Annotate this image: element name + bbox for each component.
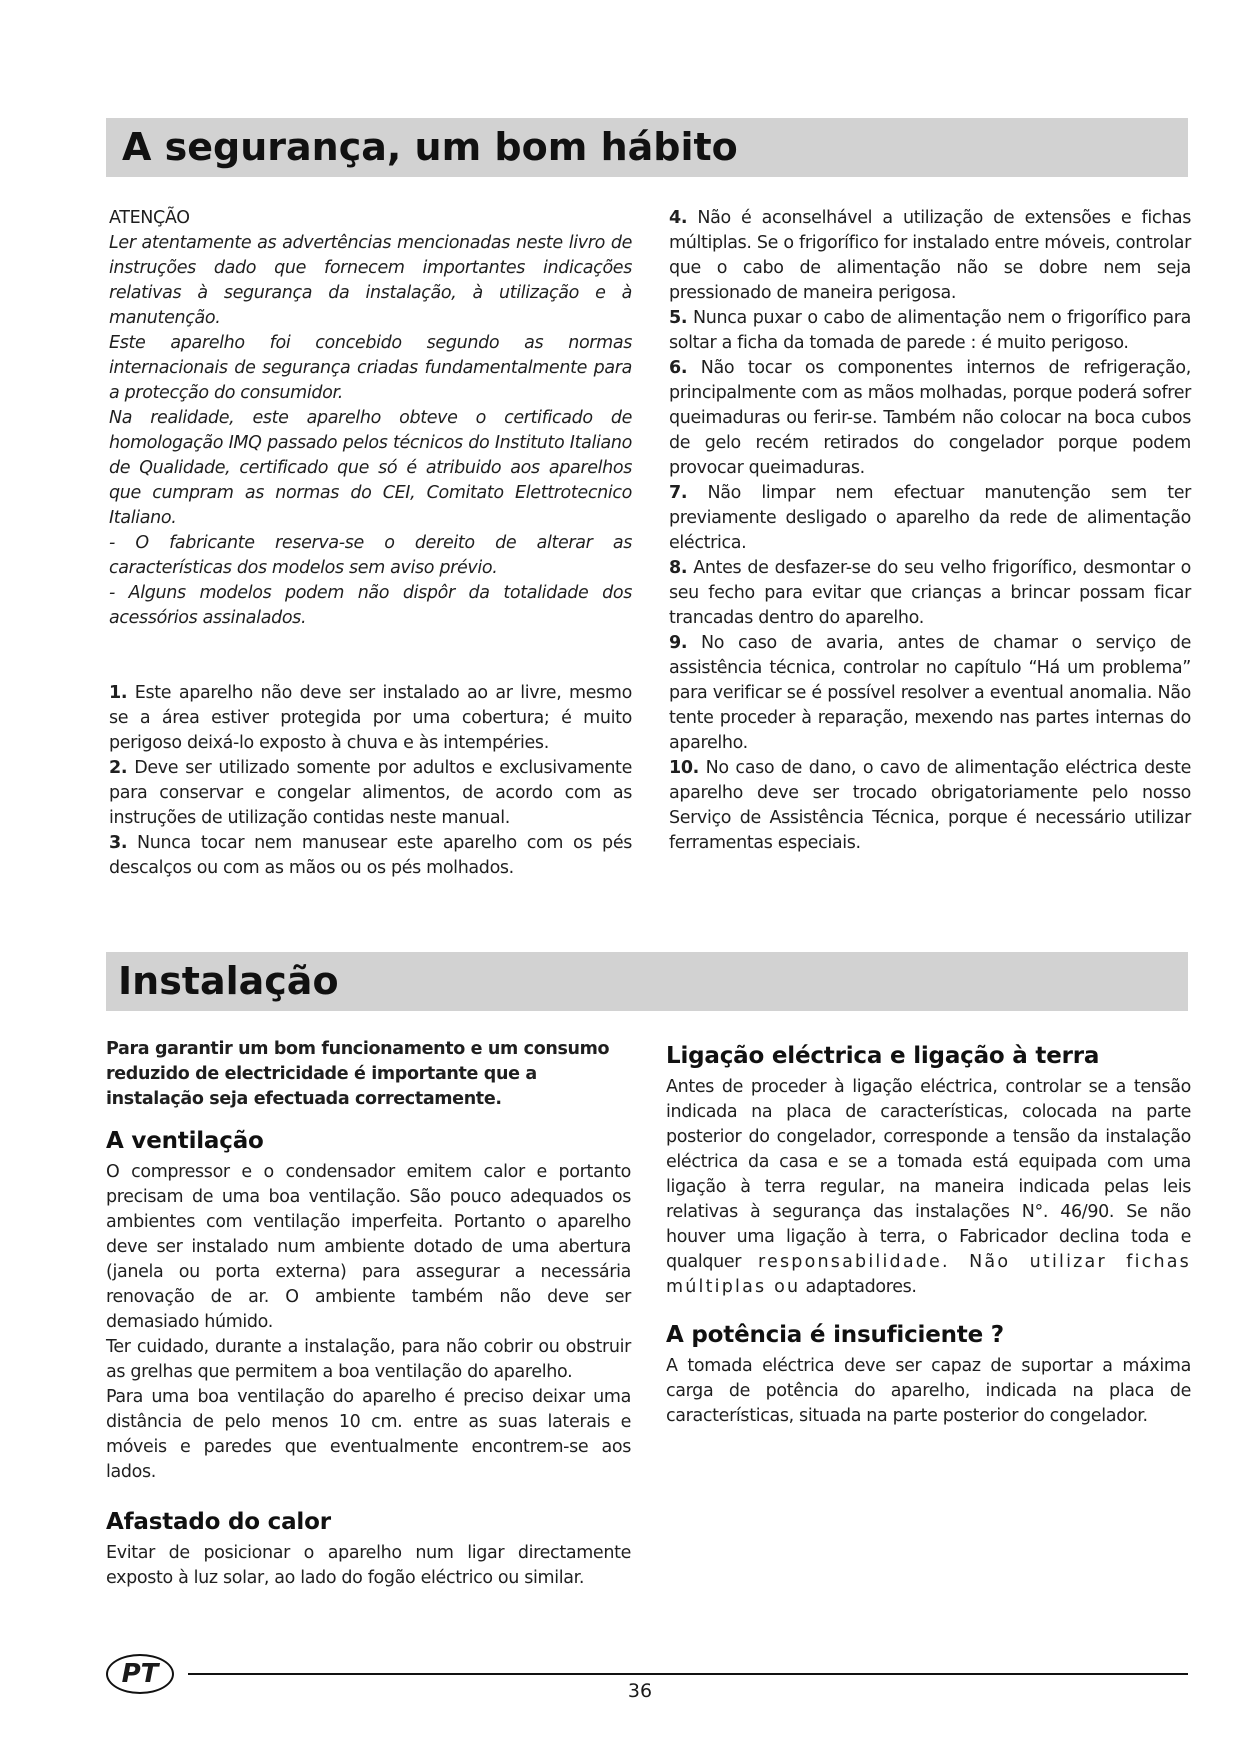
heading-electrical-connection: Ligação eléctrica e ligação à terra <box>666 1043 1100 1069</box>
item-number: 4. <box>669 208 688 228</box>
item-text: Nunca puxar o cabo de alimentação nem o frigorífico para soltar a ficha da tomada de parede : é muito perigoso. <box>669 308 1191 353</box>
installation-left-column <box>106 1037 631 1591</box>
electrical-connection-text <box>666 1075 1191 1300</box>
safety-item <box>669 481 1191 556</box>
item-number: 8. <box>669 558 688 578</box>
safety-item <box>669 556 1191 631</box>
item-number: 3. <box>109 833 128 853</box>
item-number: 5. <box>669 308 688 328</box>
item-text: Não é aconselhável a utilização de extensões e fichas múltiplas. Se o frigorífico for instalado entre móveis, controlar que o cabo de alimentação não se dobre nem seja pressionado de maneira perigosa. <box>669 208 1191 303</box>
installation-right-column <box>666 1037 1191 1429</box>
intro-paragraph: - O fabricante reserva-se o dereito de alterar as características dos modelos sem aviso prévio. <box>109 533 632 578</box>
item-number: 7. <box>669 483 688 503</box>
intro-paragraph: Ler atentamente as advertências mencionadas neste livro de instruções dado que fornecem importantes indicações relativas à segurança da instalação, à utilização e à manutenção. <box>109 233 632 328</box>
item-number: 9. <box>669 633 688 653</box>
power-insufficient-text: A tomada eléctrica deve ser capaz de suportar a máxima carga de potência do aparelho, indicada na placa de características, situada na parte posterior do congelador. <box>666 1356 1191 1426</box>
section-banner-safety <box>106 118 1188 177</box>
intro-paragraph: - Alguns modelos podem não dispôr da totalidade dos acessórios assinalados. <box>109 583 632 628</box>
safety-item <box>669 631 1191 756</box>
heading-wrap <box>106 1507 631 1537</box>
intro-paragraph: Na realidade, este aparelho obteve o certificado de homologação IMQ passado pelos técnicos do Instituto Italiano de Qualidade, certificado que só é atribuido aos aparelhos que cumpram as normas do CEI, Comitato Elettrotecnico Italiano. <box>109 408 632 528</box>
safety-right-column <box>669 206 1191 856</box>
item-number: 2. <box>109 758 128 778</box>
item-text: Antes de desfazer-se do seu velho frigorífico, desmontar o seu fecho para evitar que crianças a brincar possam ficar trancadas dentro do aparelho. <box>669 558 1191 628</box>
heading-away-from-heat: Afastado do calor <box>106 1509 331 1535</box>
section-banner-installation <box>106 952 1188 1011</box>
footer-rule <box>188 1673 1188 1675</box>
item-text: Deve ser utilizado somente por adultos e exclusivamente para conservar e congelar alimentos, de acordo com as instruções de utilização contidas neste manual. <box>109 758 632 828</box>
item-text: Não limpar nem efectuar manutenção sem ter previamente desligado o aparelho da rede de alimentação eléctrica. <box>669 483 1191 553</box>
electrical-text-main: Antes de proceder à ligação eléctrica, controlar se a tensão indicada na placa de características, colocada na parte posterior do congelador, corresponde a tensão da instalação eléctrica da casa e se a tomada está equipada com uma ligação à terra regular, na maneira indicada pelas leis relativas à segurança das instalações N°. 46/90. Se não houver uma ligação à terra, o Fabricador declina toda e qualquer <box>666 1077 1191 1272</box>
heading-ventilation: A ventilação <box>106 1128 264 1154</box>
item-number: 10. <box>669 758 699 778</box>
page-number: 36 <box>627 1680 653 1702</box>
item-text: No caso de avaria, antes de chamar o serviço de assistência técnica, controlar no capítulo “Há um problema” para verificar se é possível resolver a eventual anomalia. Não tente proceder à reparação, mexendo nas partes internas do aparelho. <box>669 633 1191 753</box>
installation-intro: Para garantir um bom funcionamento e um consumo reduzido de electricidade é importante que a instalação seja efectuada correctamente. <box>106 1039 610 1109</box>
language-badge: PT <box>106 1654 174 1694</box>
ventilation-paragraph: O compressor e o condensador emitem calor e portanto precisam de uma boa ventilação. São pouco adequados os ambientes com ventilação imperfeita. Portanto o aparelho deve ser instalado num ambiente dotado de uma abertura (janela ou porta externa) para assegurar a necessária renovação de ar. O ambiente também não deve ser demasiado húmido. <box>106 1162 631 1332</box>
electrical-text-spaced: responsabilidade. Não utilizar fichas múltiplas ou <box>666 1252 1191 1297</box>
item-number: 1. <box>109 683 128 703</box>
safety-item <box>669 206 1191 306</box>
item-text: Este aparelho não deve ser instalado ao ar livre, mesmo se a área estiver protegida por uma cobertura; é muito perigoso deixá-lo exposto à chuva e às intempéries. <box>109 683 632 753</box>
spacer <box>109 631 632 656</box>
item-text: Nunca tocar nem manusear este aparelho com os pés descalços ou com as mãos ou os pés molhados. <box>109 833 632 878</box>
safety-item <box>109 756 632 831</box>
attention-label: ATENÇÃO <box>109 208 190 228</box>
away-from-heat-text: Evitar de posicionar o aparelho num ligar directamente exposto à luz solar, ao lado do fogão eléctrico ou similar. <box>106 1543 631 1588</box>
section-title-safety: A segurança, um bom hábito <box>122 125 738 169</box>
ventilation-paragraph: Ter cuidado, durante a instalação, para não cobrir ou obstruir as grelhas que permitem a boa ventilação do aparelho. <box>106 1337 631 1382</box>
safety-left-column <box>109 206 632 881</box>
safety-item <box>669 306 1191 356</box>
heading-wrap <box>106 1126 631 1156</box>
safety-item <box>669 356 1191 481</box>
electrical-text-end: adaptadores. <box>805 1277 917 1297</box>
item-text: No caso de dano, o cavo de alimentação eléctrica deste aparelho deve ser trocado obrigatoriamente pelo nosso Serviço de Assistência Técnica, porque é necessário utilizar ferramentas especiais. <box>669 758 1191 853</box>
heading-power-insufficient: A potência é insuficiente ? <box>666 1322 1004 1348</box>
section-title-installation: Instalação <box>118 959 339 1003</box>
safety-item <box>109 831 632 881</box>
item-text: Não tocar os componentes internos de refrigeração, principalmente com as mãos molhadas, porque poderá sofrer queimaduras ou ferir-se. Também não colocar na boca cubos de gelo recém retirados do congelador porque podem provocar queimaduras. <box>669 358 1191 478</box>
intro-paragraph: Este aparelho foi concebido segundo as normas internacionais de segurança criadas fundamentalmente para a protecção do consumidor. <box>109 333 632 403</box>
item-number: 6. <box>669 358 688 378</box>
ventilation-paragraph: Para uma boa ventilação do aparelho é preciso deixar uma distância de pelo menos 10 cm. entre as suas laterais e móveis e paredes que eventualmente encontrem-se aos lados. <box>106 1387 631 1482</box>
safety-item <box>109 681 632 756</box>
safety-item <box>669 756 1191 856</box>
spacer <box>109 656 632 681</box>
heading-wrap <box>666 1320 1191 1350</box>
